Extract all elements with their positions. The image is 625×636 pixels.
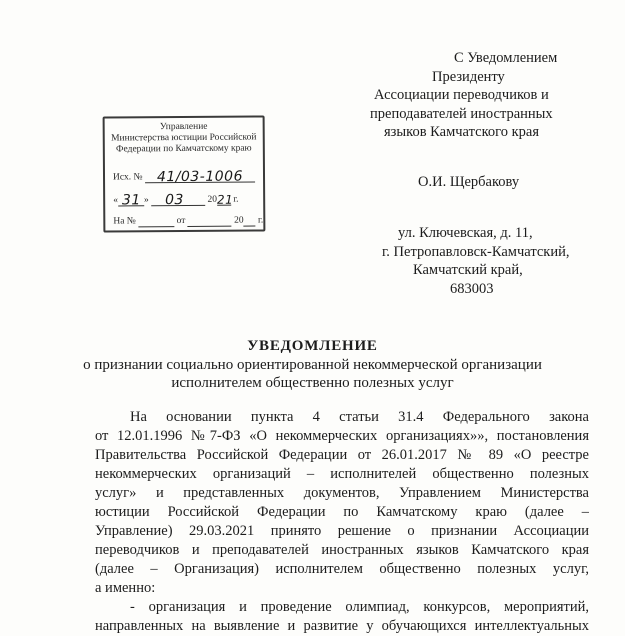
body-line: услуг» и представленных документов, Управлением Министерства xyxy=(95,485,589,501)
body-line: от 12.01.1996 №7-ФЗ «О некоммерческих организациях»», постановления xyxy=(95,428,589,444)
date-year: 21 xyxy=(216,192,234,207)
body-line: юстиции Российской Федерации по Камчатскому краю (далее – xyxy=(95,504,589,520)
addressee-line: языков Камчатского края xyxy=(384,124,539,140)
body-line: (далее – Организация) исполнителем общественно полезных услуг, xyxy=(95,561,589,577)
outgoing-number: 41/03-1006 xyxy=(156,168,244,186)
addressee-line: Ассоциации переводчиков и xyxy=(374,87,549,103)
addressee-name: О.И. Щербакову xyxy=(418,174,520,190)
body-line: - организация и проведение олимпиад, конкурсов, мероприятий, xyxy=(130,599,589,615)
body-line: переводчиков и преподавателей иностранных языков Камчатского края xyxy=(95,542,589,558)
notice-subtitle: о признании социально ориентированной некоммерческой организации xyxy=(83,357,542,373)
date-day: 31 xyxy=(121,192,141,209)
stamp-header: Управление Министерства юстиции Российской Федерации по Камчатскому краю xyxy=(111,121,257,155)
notice-heading: УВЕДОМЛЕНИЕ xyxy=(247,338,378,354)
stamp-incoming-row: На № от 20 г. xyxy=(113,215,264,227)
addressee-address xyxy=(370,224,620,298)
addressee-block xyxy=(370,49,620,142)
address-line: г. Петропавловск-Камчатский, xyxy=(382,243,570,260)
stamp-date-row: « 31 » 03 20 21 г. xyxy=(113,192,239,209)
addressee-line: С Уведомлением xyxy=(454,50,558,66)
body-line: а именно: xyxy=(95,580,156,596)
address-line: ул. Ключевская, д. 11, xyxy=(398,225,533,241)
address-line: Камчатский край, xyxy=(413,262,523,278)
addressee-line: преподавателей иностранных xyxy=(370,105,553,122)
body-line: направленных на выявление и развитие у обучающихся интеллектуальных xyxy=(95,618,589,634)
address-line: 683003 xyxy=(450,280,494,297)
date-month: 03 xyxy=(165,192,184,209)
body-line: Правительства Российской Федерации от 26.01.2017 № 89 «О реестре xyxy=(95,447,589,463)
body-line: некоммерческих организаций – исполнителей общественно полезных xyxy=(95,466,589,482)
addressee-line: Президенту xyxy=(432,68,505,85)
body-line: На основании пункта 4 статьи 31.4 Федерального закона xyxy=(130,409,589,425)
notice-subtitle: исполнителем общественно полезных услуг xyxy=(171,375,454,391)
registration-stamp xyxy=(103,115,266,232)
stamp-outgoing-row: Исх. № 41/03-1006 xyxy=(113,171,257,183)
body-line: Управление) 29.03.2021 принято решение о признании Ассоциации xyxy=(95,523,589,539)
